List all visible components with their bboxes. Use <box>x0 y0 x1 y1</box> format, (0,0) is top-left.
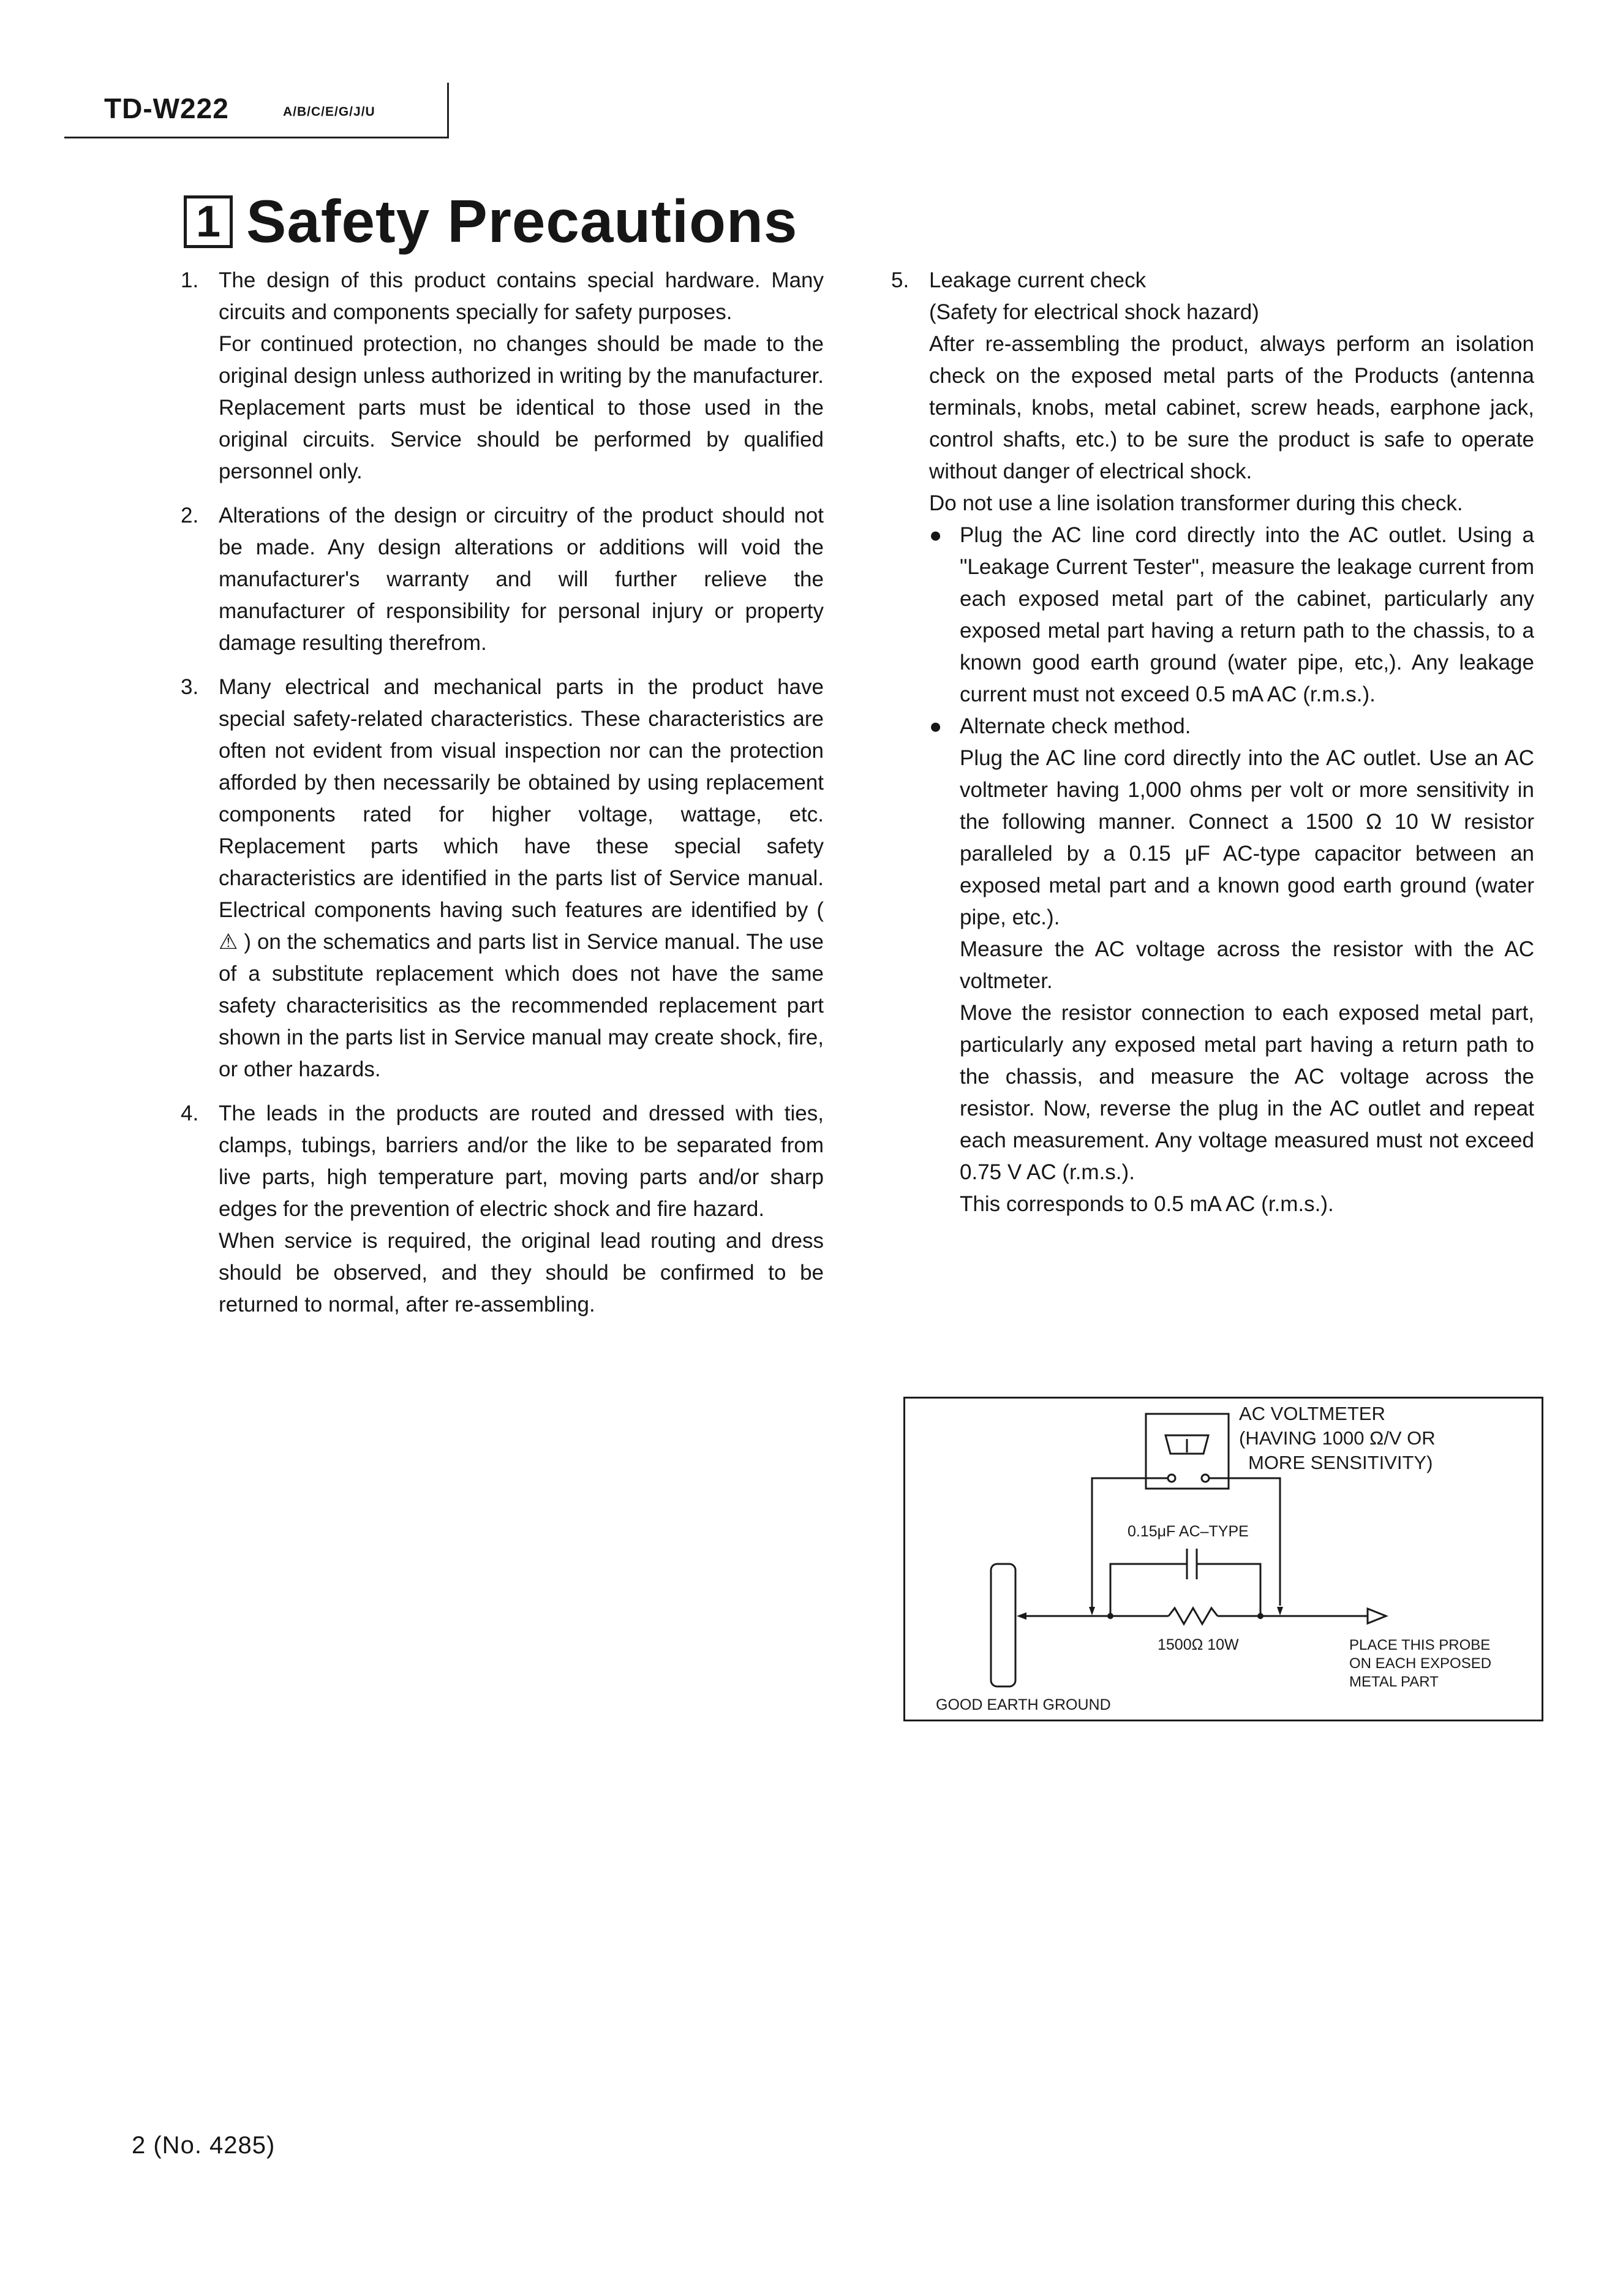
bullet-icon: ● <box>929 523 943 547</box>
arrow-icon <box>1017 1612 1026 1620</box>
ground-label: GOOD EARTH GROUND <box>936 1696 1111 1713</box>
junction-dot <box>1257 1613 1263 1619</box>
bullet-item <box>929 519 1534 711</box>
probe-label: METAL PART <box>1349 1674 1439 1690</box>
model-number: TD-W222 <box>104 93 229 124</box>
arrow-icon <box>1277 1607 1283 1615</box>
voltmeter-label: MORE SENSITIVITY) <box>1248 1452 1433 1473</box>
item-number: 3. <box>181 675 199 699</box>
precaution-item-4 <box>181 1098 824 1321</box>
item-paragraph: The leads in the products are routed and dressed with ties, clamps, tubings, barriers and/or the like to be separated from live parts, high temperature part, moving parts and/or sharp edges for the prevention of electric shock and fire hazard. <box>219 1101 824 1221</box>
circuit-diagram <box>905 1399 1542 1720</box>
right-column <box>891 265 1534 1233</box>
section-title: Safety Precautions <box>246 187 798 255</box>
probe-icon <box>1368 1609 1386 1623</box>
model-variants: A/B/C/E/G/J/U <box>283 105 375 119</box>
precaution-item-3 <box>181 671 824 1086</box>
item-number: 1. <box>181 268 199 292</box>
bullet-text: This corresponds to 0.5 mA AC (r.m.s.). <box>960 1192 1334 1216</box>
page-number: 2 (No. 4285) <box>132 2132 276 2159</box>
item-title: Leakage current check <box>929 268 1147 292</box>
voltmeter-lead <box>1209 1478 1280 1606</box>
arrow-icon <box>1089 1607 1095 1615</box>
item-paragraph: After re-assembling the product, always perform an isolation check on the exposed metal parts of the Products (antenna terminals, knobs, metal cabinet, screw heads, earphone jack, control shafts, etc.) to be sure the product is safe to operate without danger of electrical shock. <box>929 332 1534 483</box>
bullet-title: Alternate check method. <box>960 714 1191 738</box>
item-paragraph: For continued protection, no changes should be made to the original design unless authorized in writing by the manufacturer. Replacement parts must be identical to those used in the original circuits. Service should be performed by qualified personnel only. <box>219 332 824 483</box>
precaution-item-2 <box>181 500 824 659</box>
header-rule <box>64 137 449 138</box>
precaution-item-1 <box>181 265 824 488</box>
voltmeter-terminal <box>1168 1475 1175 1482</box>
item-number: 4. <box>181 1101 199 1125</box>
item-number: 2. <box>181 504 199 527</box>
leakage-test-circuit <box>903 1397 1543 1721</box>
item-paragraph: Alterations of the design or circuitry of the product should not be made. Any design alterations or additions will void the manufacturer's warranty and will further relieve the manufacturer of responsibility for personal injury or property damage resulting therefrom. <box>219 504 824 655</box>
bullet-text: Plug the AC line cord directly into the AC outlet. Using a "Leakage Current Tester", measure the leakage current from each exposed metal part of the cabinet, particularly any exposed metal part having a return path to the chassis, to a known good earth ground (water pipe, etc,). Any leakage current must not exceed 0.5 mA AC (r.m.s.). <box>960 523 1534 706</box>
resistor-label: 1500Ω 10W <box>1158 1636 1239 1653</box>
bullet-item <box>929 711 1534 1220</box>
resistor-icon <box>1169 1608 1218 1624</box>
bullet-text: Move the resistor connection to each exposed metal part, particularly any exposed metal part having a return path to the chassis, and measure the AC voltage across the resistor. Now, reverse the plug in the AC outlet and repeat each measurement. Any voltage measured must not exceed 0.75 V AC (r.m.s.). <box>960 1001 1534 1184</box>
bullet-text: Plug the AC line cord directly into the AC outlet. Use an AC voltmeter having 1,000 ohms per volt or more sensitivity in the following manner. Connect a 1500 Ω 10 W resistor paralleled by a 0.15 μF AC-type capacitor between an exposed metal part and a known good earth ground (water pipe, etc.). <box>960 746 1534 929</box>
item-number: 5. <box>891 268 909 292</box>
voltmeter-label: AC VOLTMETER <box>1239 1403 1385 1424</box>
voltmeter-lead <box>1092 1478 1168 1606</box>
voltmeter-terminal <box>1202 1475 1209 1482</box>
probe-label: PLACE THIS PROBE <box>1349 1637 1491 1653</box>
bullet-text: Measure the AC voltage across the resistor with the AC voltmeter. <box>960 937 1534 993</box>
voltmeter-label: (HAVING 1000 Ω/V OR <box>1239 1427 1436 1449</box>
item-paragraph: Many electrical and mechanical parts in the product have special safety-related characteristics. These characteristics are often not evident from visual inspection nor can the protection afforded by then necessarily be obtained by using replacement components rated for higher voltage, wattage, etc. Replacement parts which have these special safety characteristics are identified in the parts list of Service manual. Electrical components having such features are identified by ( ⚠ ) on the schematics and parts list in Service manual. The use of a substitute replacement which does not have the same safety characterisitics as the recommended replacement part shown in the parts list in Service manual may create shock, fire, or other hazards. <box>219 675 824 1081</box>
ground-pipe-icon <box>991 1564 1015 1686</box>
left-column <box>181 265 824 1333</box>
bullet-icon: ● <box>929 714 943 738</box>
header-divider <box>447 83 449 138</box>
probe-label: ON EACH EXPOSED <box>1349 1655 1492 1672</box>
capacitor-lead <box>1197 1564 1260 1616</box>
capacitor-label: 0.15μF AC–TYPE <box>1128 1523 1249 1540</box>
precaution-item-5 <box>891 265 1534 1220</box>
item-note: Do not use a line isolation transformer during this check. <box>929 491 1463 515</box>
item-paragraph: When service is required, the original lead routing and dress should be observed, and they should be confirmed to be returned to normal, after re-assembling. <box>219 1229 824 1316</box>
section-heading <box>184 187 797 256</box>
section-number: 1 <box>184 195 233 248</box>
item-paragraph: The design of this product contains special hardware. Many circuits and components specially for safety purposes. <box>219 268 824 324</box>
junction-dot <box>1107 1613 1113 1619</box>
item-subtitle: (Safety for electrical shock hazard) <box>929 300 1259 324</box>
